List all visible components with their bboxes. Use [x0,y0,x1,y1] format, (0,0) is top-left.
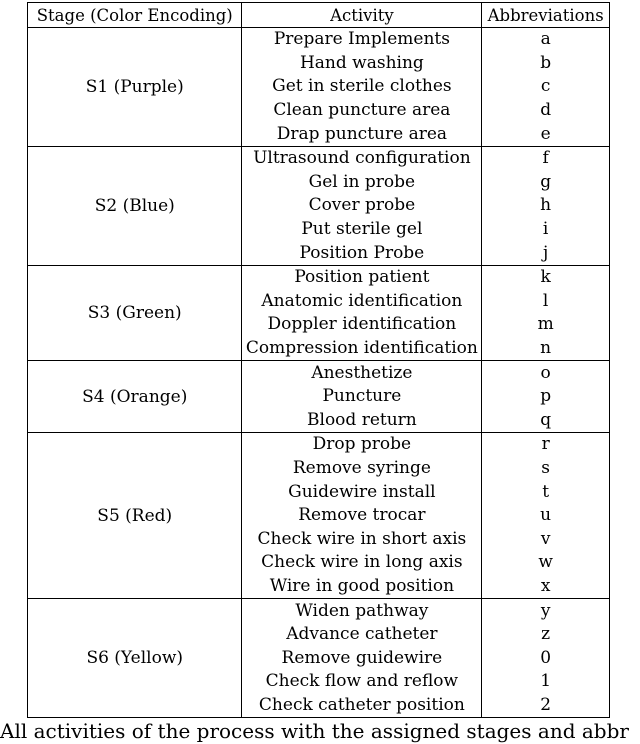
activity-cell: Anesthetize [242,361,482,385]
abbreviation-cell: t [482,480,610,504]
activity-cell: Remove guidewire [242,646,482,670]
abbreviation-cell: c [482,75,610,99]
activity-cell: Cover probe [242,194,482,218]
abbreviation-cell: o [482,361,610,385]
header-stage: Stage (Color Encoding) [28,3,242,28]
activity-cell: Check wire in long axis [242,551,482,575]
activity-cell: Ultrasound configuration [242,146,482,170]
abbreviation-cell: n [482,337,610,361]
activity-cell: Put sterile gel [242,218,482,242]
activity-cell: Position Probe [242,241,482,265]
activity-cell: Drap puncture area [242,122,482,146]
activity-cell: Hand washing [242,52,482,76]
activity-cell: Remove syringe [242,457,482,481]
activity-cell: Guidewire install [242,480,482,504]
abbreviation-cell: i [482,218,610,242]
abbreviation-cell: p [482,385,610,409]
abbreviation-cell: d [482,99,610,123]
stage-cell: S4 (Orange) [28,361,242,433]
stage-cell: S5 (Red) [28,433,242,599]
activity-cell: Drop probe [242,433,482,457]
abbreviation-cell: m [482,313,610,337]
activity-cell: Advance catheter [242,623,482,647]
activity-cell: Remove trocar [242,504,482,528]
abbreviation-cell: g [482,171,610,195]
activity-cell: Check flow and reflow [242,670,482,694]
activity-cell: Gel in probe [242,171,482,195]
abbreviation-cell: x [482,575,610,599]
table-row [28,433,610,457]
activity-cell: Check catheter position [242,694,482,718]
activity-cell: Wire in good position [242,575,482,599]
abbreviation-cell: k [482,265,610,289]
activity-cell: Doppler identification [242,313,482,337]
activity-cell: Compression identification [242,337,482,361]
abbreviation-cell: 2 [482,694,610,718]
abbreviation-cell: 0 [482,646,610,670]
table-header-row [28,3,610,28]
stage-cell: S2 (Blue) [28,146,242,265]
stage-cell: S6 (Yellow) [28,599,242,718]
abbreviation-cell: z [482,623,610,647]
abbreviation-cell: q [482,409,610,433]
abbreviation-cell: a [482,28,610,52]
abbreviation-cell: j [482,241,610,265]
activity-cell: Check wire in short axis [242,527,482,551]
abbreviation-cell: u [482,504,610,528]
stage-cell: S3 (Green) [28,265,242,360]
activity-cell: Puncture [242,385,482,409]
abbreviation-cell: f [482,146,610,170]
abbreviation-cell: 1 [482,670,610,694]
table-row [28,146,610,170]
table-caption: All activities of the process with the assigned stages and abbr [0,719,629,743]
abbreviation-cell: y [482,599,610,623]
abbreviation-cell: v [482,527,610,551]
activity-cell: Widen pathway [242,599,482,623]
activities-table [27,2,610,718]
abbreviation-cell: r [482,433,610,457]
abbreviation-cell: e [482,122,610,146]
activity-cell: Blood return [242,409,482,433]
table-row [28,28,610,52]
activity-cell: Position patient [242,265,482,289]
abbreviation-cell: l [482,290,610,314]
abbreviation-cell: b [482,52,610,76]
table-row [28,265,610,289]
header-abbreviations: Abbreviations [482,3,610,28]
activity-cell: Clean puncture area [242,99,482,123]
abbreviation-cell: w [482,551,610,575]
activity-cell: Anatomic identification [242,290,482,314]
activity-cell: Prepare Implements [242,28,482,52]
table-row [28,599,610,623]
header-activity: Activity [242,3,482,28]
table-row [28,361,610,385]
table-body [28,28,610,718]
stage-cell: S1 (Purple) [28,28,242,147]
abbreviation-cell: s [482,457,610,481]
activity-cell: Get in sterile clothes [242,75,482,99]
abbreviation-cell: h [482,194,610,218]
